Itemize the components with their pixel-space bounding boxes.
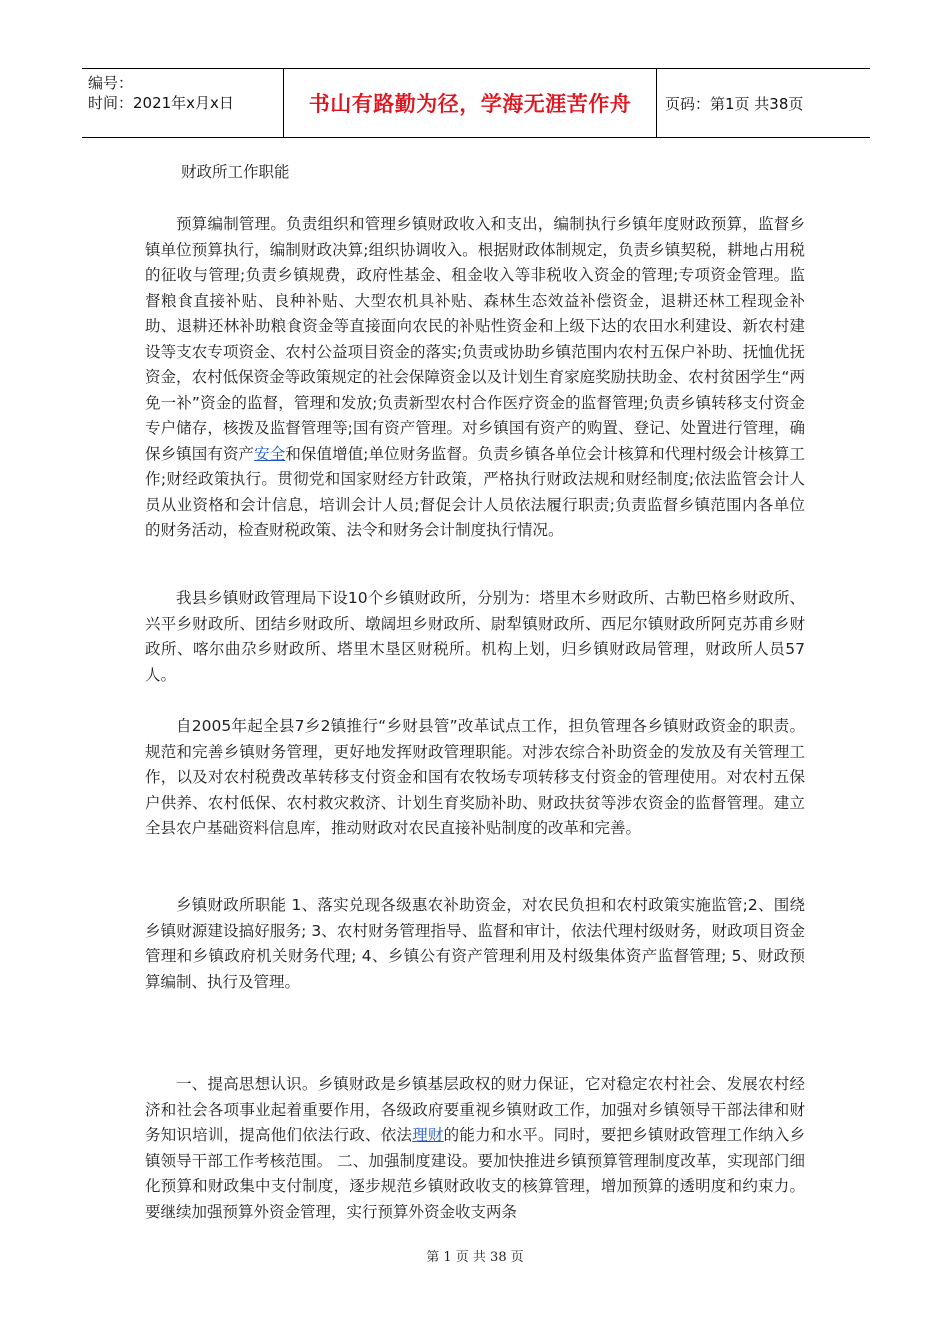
- document-title: 财政所工作职能: [181, 163, 290, 181]
- header-page-number: 页码：第1页 共38页: [665, 94, 804, 113]
- paragraph-1-text-b: 和保值增值;单位财务监督。负责乡镇各单位会计核算和代理村级会计核算工作;财经政策执行。贯彻党和国家财经方针政策，严格执行财政法规和财经制度;依法监管会计人员从业资格和会计信息，培训会计人员;督促会计人员依法履行职责;负责监督乡镇范围内各单位的财务活动，检查财税政策、法令和财务会计制度执行情况。: [145, 444, 805, 539]
- paragraph-4-text: 乡镇财政所职能 1、落实兑现各级惠农补助资金，对农民负担和农村政策实施监管;2、围绕乡镇财源建设搞好服务; 3、农村财务管理指导、监督和审计，依法代理村级财务，财政项目资金管理和乡镇政府机关财务代理; 4、乡镇公有资产管理利用及村级集体资产监督管理; 5、财政预算编制、执行及管理。: [145, 896, 805, 991]
- header-meta: [82, 69, 284, 137]
- paragraph-1-text-a: 预算编制管理。负责组织和管理乡镇财政收入和支出，编制执行乡镇年度财政预算，监督乡镇单位预算执行，编制财政决算;组织协调收入。根据财政体制规定，负责乡镇契税，耕地占用税的征收与管理;负责乡镇规费，政府性基金、租金收入等非税收入资金的管理;专项资金管理。监督粮食直接补贴、良种补贴、大型农机具补贴、森林生态效益补偿资金，退耕还林工程现金补助、退耕还林补助粮食资金等直接面向农民的补贴性资金和上级下达的农田水利建设、新农村建设等支农专项资金、农村公益项目资金的落实;负责或协助乡镇范围内农村五保户补助、抚恤优抚资金，农村低保资金等政策规定的社会保障资金以及计划生育家庭奖励扶助金、农村贫困学生“两免一补”资金的监督，管理和发放;负责新型农村合作医疗资金的监督管理;负责乡镇转移支付资金专户储存，核拨及监督管理等;国有资产管理。对乡镇国有资产的购置、登记、处置进行管理，确保乡镇国有资产: [145, 215, 805, 463]
- paragraph-2-text: 我县乡镇财政管理局下设10个乡镇财政所，分别为：塔里木乡财政所、古勒巴格乡财政所、兴平乡财政所、团结乡财政所、墩阔坦乡财政所、尉犁镇财政所、西尼尔镇财政所阿克苏甫乡财政所、喀尔曲尕乡财政所、塔里木垦区财税所。机构上划，归乡镇财政局管理，财政所人员57人。: [145, 589, 805, 684]
- paragraph-2: [145, 586, 805, 688]
- paragraph-1: [145, 212, 805, 544]
- paragraph-5-text-b: 的能力和水平。同时，要把乡镇财政管理工作纳入乡镇领导干部工作考核范围。 二、加强制度建设。要加快推进乡镇预算管理制度改革，实现部门细化预算和财政集中支付制度，逐步规范乡镇财政收支的核算管理，增加预算的透明度和约束力。要继续加强预算外资金管理，实行预算外资金收支两条: [145, 1126, 805, 1221]
- finance-link[interactable]: 理财: [412, 1126, 444, 1144]
- page-footer: 第 1 页 共 38 页: [426, 1250, 524, 1265]
- paragraph-5: [145, 1072, 805, 1225]
- paragraph-3-text: 自2005年起全县7乡2镇推行“乡财县管”改革试点工作，担负管理各乡镇财政资金的职责。规范和完善乡镇财务管理，更好地发挥财政管理职能。对涉农综合补助资金的发放及有关管理工作，以及对农村税费改革转移支付资金和国有农牧场专项转移支付资金的管理使用。对农村五保户供养、农村低保、农村救灾救济、计划生育奖励补助、财政扶贫等涉农资金的监督管理。建立全县农户基础资料信息库，推动财政对农民直接补贴制度的改革和完善。: [145, 717, 805, 837]
- doc-time-label: 时间：2021年x月x日: [88, 94, 234, 112]
- safety-link[interactable]: 安全: [254, 444, 286, 463]
- header-motto: 书山有路勤为径，学海无涯苦作舟: [284, 69, 657, 137]
- page-header: [82, 68, 870, 138]
- doc-number-label: 编号：: [88, 74, 134, 92]
- paragraph-5-text-a: 一、提高思想认识。乡镇财政是乡镇基层政权的财力保证，它对稳定农村社会、发展农村经济和社会各项事业起着重要作用，各级政府要重视乡镇财政工作，加强对乡镇领导干部法律和财务知识培训，提高他们依法行政、依法: [145, 1075, 805, 1144]
- paragraph-4: [145, 893, 805, 995]
- paragraph-3: [145, 714, 805, 842]
